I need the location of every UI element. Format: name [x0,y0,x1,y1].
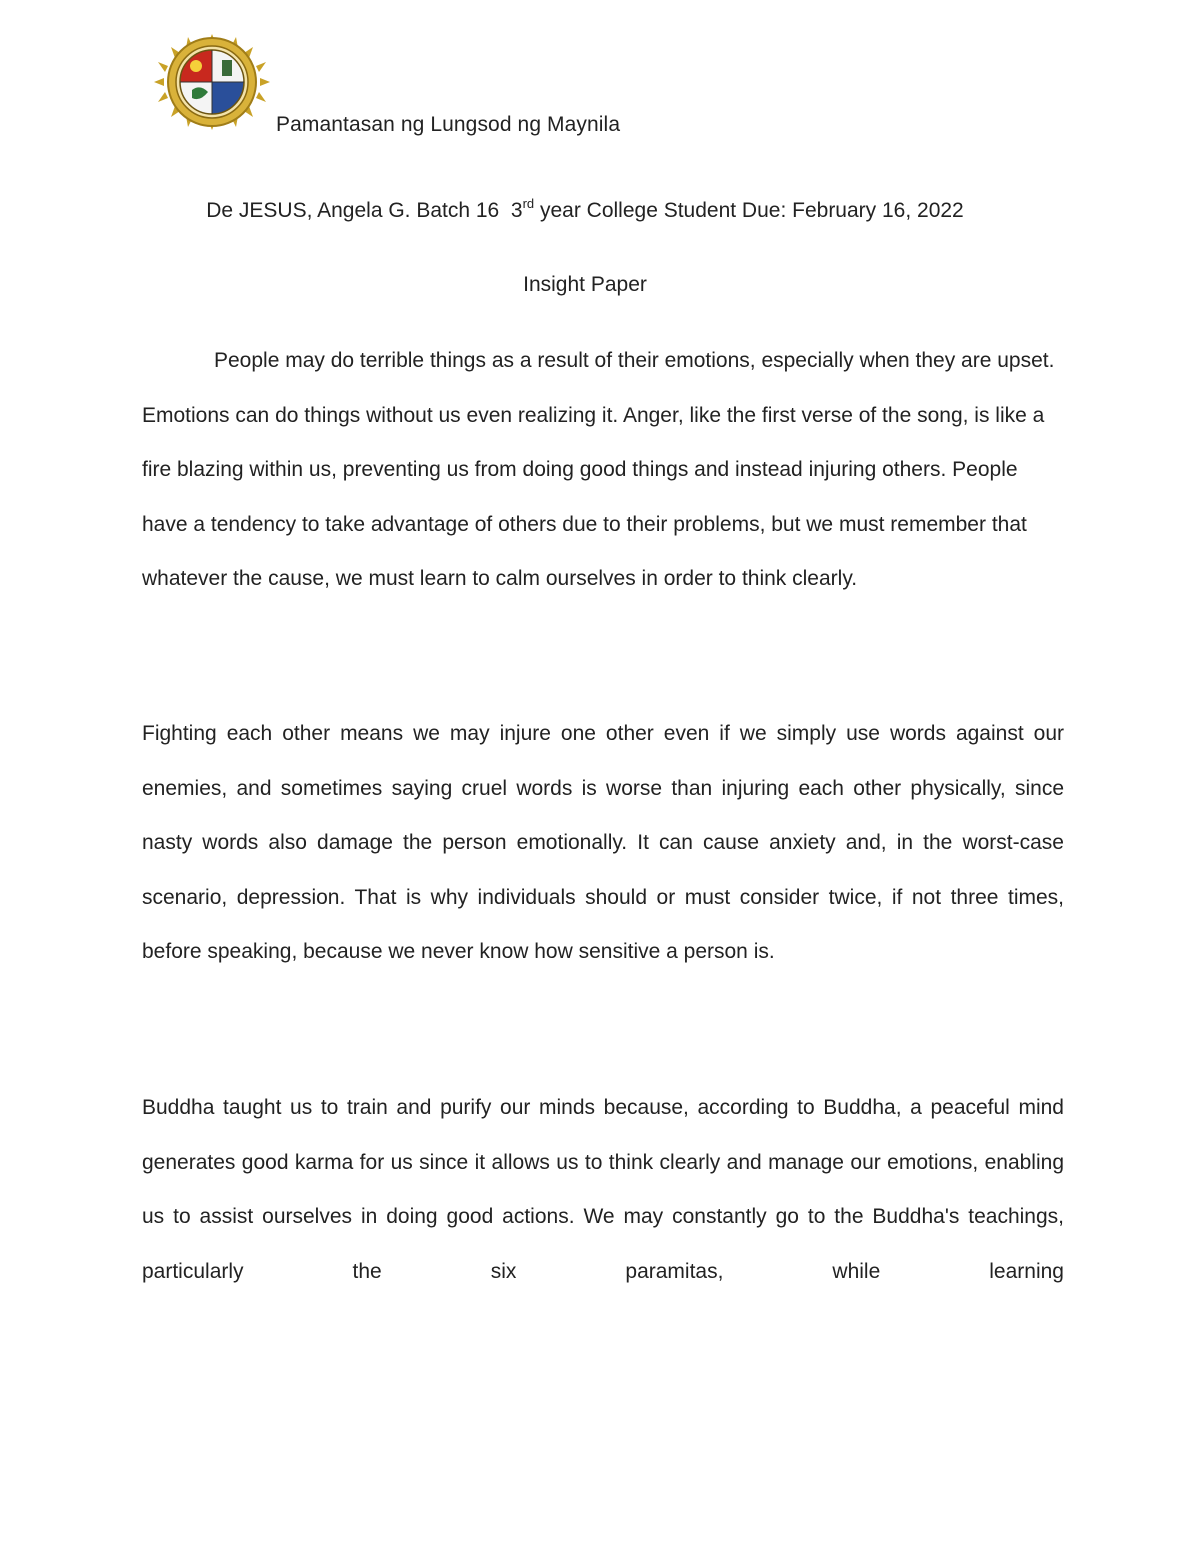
body-paragraph-2: Fighting each other means we may injure one other even if we simply use words against our enemies, and sometimes saying cruel words is worse than injuring each other physically, since nasty words also damage the person emotionally. It can cause anxiety and, in the worst-case scenario, depression. That is why individuals should or must consider twice, if not three times, before speaking, because we never know how sensitive a person is. [142,722,1064,964]
university-name: Pamantasan ng Lungsod ng Maynila [276,113,621,136]
student-info-rest: year College Student Due: February 16, 2022 [534,199,964,222]
student-info-line [0,196,1170,223]
body-paragraph-3: Buddha taught us to train and purify our minds because, according to Buddha, a peaceful mind generates good karma for us since it allows us to think clearly and manage our emotions, enabling us to assist ourselves in doing good actions. We may constantly go to the Buddha's teachings, particularly the six paramitas, while learning [142,1096,1064,1283]
ordinal-suffix: rd [522,196,535,211]
university-seal-icon [152,32,272,132]
body-paragraph-1: People may do terrible things as a result of their emotions, especially when they are upset. Emotions can do things without us even realizing it. Anger, like the first verse of the song, is like a fire blazing within us, preventing us from doing good things and instead injuring others. People have a tendency to take advantage of others due to their problems, but we must remember that whatever the cause, we must learn to calm ourselves in order to think clearly. [142,349,1055,591]
student-info-main: De JESUS, Angela G. Batch 16 3 [206,199,523,222]
document-title: Insight Paper [523,273,647,296]
